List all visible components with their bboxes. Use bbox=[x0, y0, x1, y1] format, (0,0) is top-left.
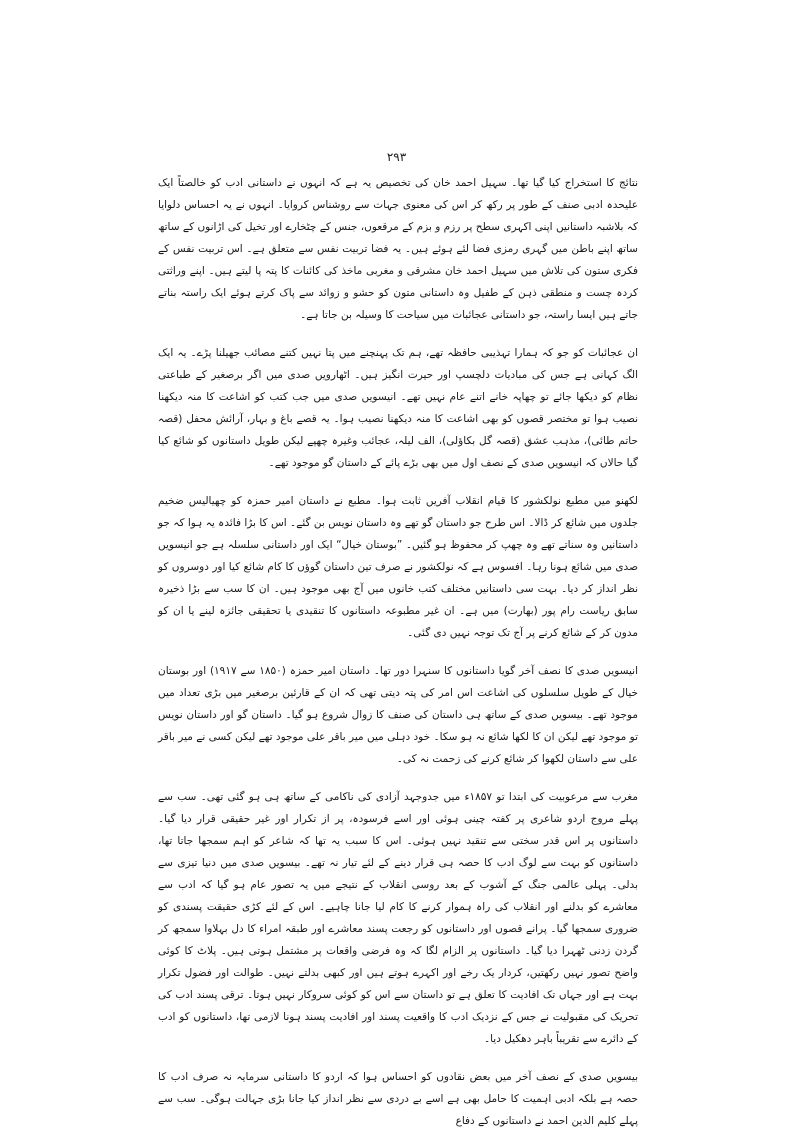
paragraph: لکھنو میں مطبع نولکشور کا قیام انقلاب آفریں ثابت ہوا۔ مطبع نے داستان امیر حمزہ کو چھیالیس ضخیم جلدوں میں شائع کر ڈالا۔ اس طرح جو داستان گو تھے وہ داستان نویس بن گئے۔ اس کا بڑا فائدہ یہ ہوا کہ جو داستانیں وہ سناتے تھے وہ چھپ کر محفوظ ہو گئیں۔ ”بوستان خیال“ ایک اور داستانی سلسلہ ہے جو انیسویں صدی میں شائع ہونا رہا۔ افسوس ہے کہ نولکشور نے صرف تین داستان گوؤں کا کام شائع کیا اور دوسروں کو نظر انداز کر دیا۔ بہت سی داستانیں مختلف کتب خانوں میں آج بھی موجود ہیں۔ ان کا سب سے بڑا ذخیرہ سابق ریاست رام پور (بھارت) میں ہے۔ ان غیر مطبوعہ داستانوں کا تنقیدی یا تحقیقی جائزہ لینے یا ان کو مدون کر کے شائع کرنے پر آج تک توجہ نہیں دی گئی۔ bbox=[158, 495, 638, 639]
body-text bbox=[158, 172, 638, 1132]
paragraph: نتائج کا استخراج کیا گیا تھا۔ سہیل احمد خان کی تخصیص یہ ہے کہ انہوں نے داستانی ادب کو خالصتاً ایک علیحدہ ادبی صنف کے طور پر رکھ کر اس کی معنوی جہات سے روشناس کروایا۔ انہوں نے یہ احساس دلوایا کہ بلاشبہ داستانیں اپنی اکہری سطح پر رزم و بزم کے مرقعوں، جنس کے چٹخارے اور تخیل کی اڑانوں کے ساتھ ساتھ اپنے باطن میں گہری رمزی فضا لئے ہوئے ہیں۔ یہ فضا تربیت نفس سے متعلق ہے۔ اس تربیت نفس کے فکری ستون کی تلاش میں سہیل احمد خان مشرقی و مغربی ماخذ کی کائنات کا پتہ پا لیتے ہیں۔ اپنے وراثتی کردہ چست و منطقی ذہن کے طفیل وہ داستانی متون کو حشو و زوائد سے پاک کرتے ہوئے ایک راستہ بناتے جاتے ہیں ایسا راستہ، جو داستانی عجائبات میں سیاحت کا وسیلہ بن جاتا ہے۔ bbox=[158, 177, 638, 321]
paragraph: انیسویں صدی کا نصف آخر گویا داستانوں کا سنہرا دور تھا۔ داستان امیر حمزہ (۱۸۵۰ سے ۱۹۱۷) اور بوستان خیال کے طویل سلسلوں کی اشاعت اس امر کی پتہ دیتی تھی کہ ان کے قارئین برصغیر میں بڑی تعداد میں موجود تھے۔ بیسویں صدی کے ساتھ ہی داستان کی صنف کا زوال شروع ہو گیا۔ داستان گو اور داستان نویس تو موجود تھے لیکن ان کا لکھا شائع نہ ہو سکا۔ خود دہلی میں میر باقر علی موجود تھے لیکن کسی نے میر باقر علی سے داستان لکھوا کر شائع کرنے کی زحمت نہ کی۔ bbox=[158, 665, 638, 765]
paragraph: ان عجائبات کو جو کہ ہمارا تہذیبی حافظہ تھے، ہم تک پہنچنے میں پتا نہیں کتنے مصائب جھیلنا پڑے۔ یہ ایک الگ کہانی ہے جس کی مبادیات دلچسپ اور حیرت انگیز ہیں۔ اٹھارویں صدی میں اگر برصغیر کے طباعتی نظام کو دیکھا جائے تو چھاپہ خانے اتنے عام نہیں تھے۔ انیسویں صدی میں جب کتب کو اشاعت کا منہ دیکھنا نصیب ہوا تو مختصر قصوں کو بھی اشاعت کا منہ دیکھنا نصیب ہوا۔ یہ قصے باغ و بہار، آرائش محفل (قصہ حاتم طائی)، مذہب عشق (قصہ گل بکاؤلی)، الف لیلہ، عجائب وغیرہ چھپے لیکن طویل داستانوں کو شائع کیا گیا حالاں کہ انیسویں صدی کے نصف اول میں بھی بڑے پائے کے داستان گو موجود تھے۔ bbox=[158, 347, 638, 469]
paragraph: بیسویں صدی کے نصف آخر میں بعض نقادوں کو احساس ہوا کہ اردو کا داستانی سرمایہ نہ صرف ادب کا حصہ ہے بلکہ ادبی اہمیت کا حامل بھی ہے اسے بے دردی سے نظر انداز کیا جانا بڑی جہالت ہوگی۔ سب سے پہلے کلیم الدین احمد نے داستانوں کے دفاع bbox=[158, 1071, 638, 1127]
paragraph: مغرب سے مرعوبیت کی ابتدا تو ۱۸۵۷ء میں جدوجہد آزادی کی ناکامی کے ساتھ ہی ہو گئی تھی۔ سب سے پہلے مروج اردو شاعری پر کفتہ چینی ہوئی اور اسے فرسودہ، پر از تکرار اور غیر حقیقی قرار دیا گیا۔ داستانوں پر اس قدر سختی سے تنقید نہیں ہوئی۔ اس کا سبب یہ تھا کہ شاعر کو اہم سمجھا جاتا تھا، داستانوں کو بہت سے لوگ ادب کا حصہ ہی قرار دینے کے لئے تیار نہ تھے۔ بیسویں صدی میں دنیا تیزی سے بدلی۔ پہلی عالمی جنگ کے آشوب کے بعد روسی انقلاب کے نتیجے میں یہ تصور عام ہو گیا کہ ادب سے معاشرے کو بدلنے اور انقلاب کی راہ ہموار کرنے کا کام لیا جانا چاہیے۔ اس کے لئے کڑی حقیقت پسندی کو ضروری سمجھا گیا۔ پرانے قصوں اور داستانوں کو رجعت پسند معاشرے اور طبقہ امراء کا دل بہلاوا سمجھ کر گردن زدنی ٹھہرا دیا گیا۔ داستانوں پر الزام لگا کہ وہ فرضی واقعات پر مشتمل ہوتی ہیں۔ پلاٹ کا کوئی واضح تصور نہیں رکھتیں، کردار یک رخے اور اکہرے ہوتے ہیں اور کبھی بدلتے نہیں۔ طوالت اور فضول تکرار بہت ہے اور جہاں تک افادیت کا تعلق ہے تو داستان سے اس کو کوئی سروکار نہیں ہوتا۔ ترقی پسند ادب کی تحریک کی مقبولیت نے جس کے نزدیک ادب کا واقعیت پسند اور افادیت پسند ہونا لازمی تھا، داستانوں کو ادب کے دائرے سے تقریباً باہر دھکیل دیا۔ bbox=[158, 791, 638, 1045]
page-number: ۲۹۳ bbox=[386, 150, 407, 164]
